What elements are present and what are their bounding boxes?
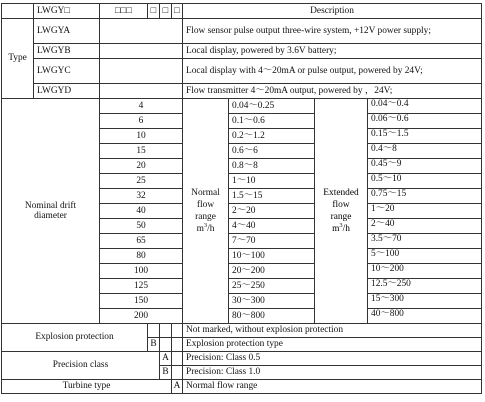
extended-flow-range-value: 2～40 [371,219,395,229]
extended-flow-range-value: 0.5～10 [371,174,402,184]
extended-flow-range-value: 0.4～8 [371,144,397,154]
diameter-value: 200 [100,309,183,324]
empty-code-cell [160,324,172,338]
diameter-value: 10 [100,129,183,144]
type-empty-cell [100,84,183,99]
header-blank-cell [2,4,34,19]
empty-code-cell [172,324,183,338]
diameter-value: 80 [100,249,183,264]
normal-flow-range-value: 0.8～8 [229,159,315,174]
model-selection-table [1,3,482,394]
extended-flow-range-value: 0.04～0.4 [371,99,409,109]
type-row [2,44,482,59]
turbine-row [2,380,482,394]
type-description: Local display with 4～20mA or pulse output, powered by 24V; [183,59,482,84]
normal-flow-range-label-line: range [195,212,216,222]
header-row [2,4,482,19]
diameter-value: 6 [100,114,183,129]
type-model-code: LWGYA [34,19,100,44]
normal-flow-range-label-line: flow [196,200,215,210]
diameter-value: 65 [100,234,183,249]
extended-flow-range-value: 0.45～9 [371,159,402,169]
turbine-description: Normal flow range [183,380,482,394]
diameter-value: 20 [100,159,183,174]
empty-code-cell [172,352,183,366]
normal-flow-range-value: 0.04～0.25 [229,99,315,114]
extended-flow-range-value: 5～100 [371,249,400,259]
type-empty-cell [100,59,183,84]
extended-flow-range-value: 0.06～0.6 [371,114,409,124]
precision-label: Precision class [2,352,160,380]
explosion-row [2,324,482,338]
type-description: Flow transmitter 4～20mA output, powered by ，24V; [183,84,482,99]
type-model-code: LWGYD [34,84,100,99]
extended-flow-range-value: 10～200 [371,264,404,274]
extended-flow-range-value: 3.5～70 [371,234,402,244]
type-empty-cell [100,44,183,59]
precision-code-box: □ [160,4,172,19]
nominal-drift-label-line: Nominal drift [24,200,77,211]
diameter-value: 150 [100,294,183,309]
turbine-label: Turbine type [2,380,172,394]
type-row [2,84,482,99]
type-empty-cell [100,19,183,44]
type-model-code: LWGYB [34,44,100,59]
extended-flow-range-value: 0.15～1.5 [371,129,409,139]
empty-code-cell [172,338,183,352]
nominal-drift-label-line: diameter [34,211,67,221]
normal-flow-range-value: 2～20 [229,204,315,219]
type-description: Local display, powered by 3.6V battery; [183,44,482,59]
nominal-drift-label [2,99,100,324]
explosion-code-box: □ [148,4,160,19]
type-label: Type [2,19,34,99]
diameter-value: 32 [100,189,183,204]
explosion-label: Explosion protection [2,324,148,352]
normal-flow-range-value: 0.6～6 [229,144,315,159]
type-model-code: LWGYC [34,59,100,84]
explosion-code: B [148,338,160,352]
extended-flow-range-value: 1～20 [371,204,395,214]
normal-flow-range-value: 0.2～1.2 [229,129,315,144]
precision-description: Precision: Class 1.0 [183,366,482,380]
turbine-code: A [172,380,183,394]
extended-flow-range-label-line: $m^3/h$ [332,221,350,234]
explosion-description: Not marked, without explosion protection [183,324,482,338]
description-header: Description [183,4,482,19]
unit-superscript: 3 [339,221,343,229]
empty-code-cell [172,366,183,380]
extended-flow-range-value: 40～800 [371,309,404,319]
precision-description: Precision: Class 0.5 [183,352,482,366]
turbine-code-box: □ [172,4,183,19]
model-prefix: LWGY□ [34,4,100,19]
type-row [2,59,482,84]
normal-flow-range-value: 1～10 [229,174,315,189]
normal-flow-range-value: 80～800 [229,309,315,324]
table-body [2,4,482,394]
normal-flow-range-value: 1.5～15 [229,189,315,204]
diameter-value: 4 [100,99,183,114]
extended-flow-range-label-line: range [330,212,352,222]
normal-flow-range-value: 30～300 [229,294,315,309]
explosion-code [148,324,160,338]
explosion-description: Explosion protection type [183,338,482,352]
extended-flow-range-label [315,99,367,323]
normal-flow-range-label-line: Normal [191,188,220,198]
extended-flow-range-label-line: flow [332,200,350,210]
precision-row [2,352,482,366]
diameter-value: 125 [100,279,183,294]
extended-flow-range-value: 15～300 [371,294,404,304]
diameter-value: 50 [100,219,183,234]
normal-flow-range-value: 20～200 [229,264,315,279]
unit-superscript: 3 [203,221,208,229]
empty-code-cell [160,338,172,352]
diameter-value: 100 [100,264,183,279]
drift-row [2,99,482,114]
type-description: Flow sensor pulse output three-wire system, +12V power supply; [183,19,482,44]
normal-flow-range-label-line: $m^3/h$ [196,221,215,234]
type-row [2,19,482,44]
diameter-value: 25 [100,174,183,189]
extended-flow-range-value: 0.75～15 [371,189,407,199]
diameter-value: 15 [100,144,183,159]
diameter-value: 40 [100,204,183,219]
normal-flow-range-value: 25～250 [229,279,315,294]
normal-flow-range-label [183,99,229,324]
normal-flow-range-value: 10～100 [229,249,315,264]
normal-flow-range-value: 4～40 [229,219,315,234]
precision-code: B [160,366,172,380]
normal-flow-range-value: 0.1～0.6 [229,114,315,129]
extended-flow-range-label-line: Extended [323,188,359,198]
precision-code: A [160,352,172,366]
normal-flow-range-value: 7～70 [229,234,315,249]
extended-flow-range-value: 12.5～250 [371,279,411,289]
diameter-code-boxes: □□□ [100,4,148,19]
